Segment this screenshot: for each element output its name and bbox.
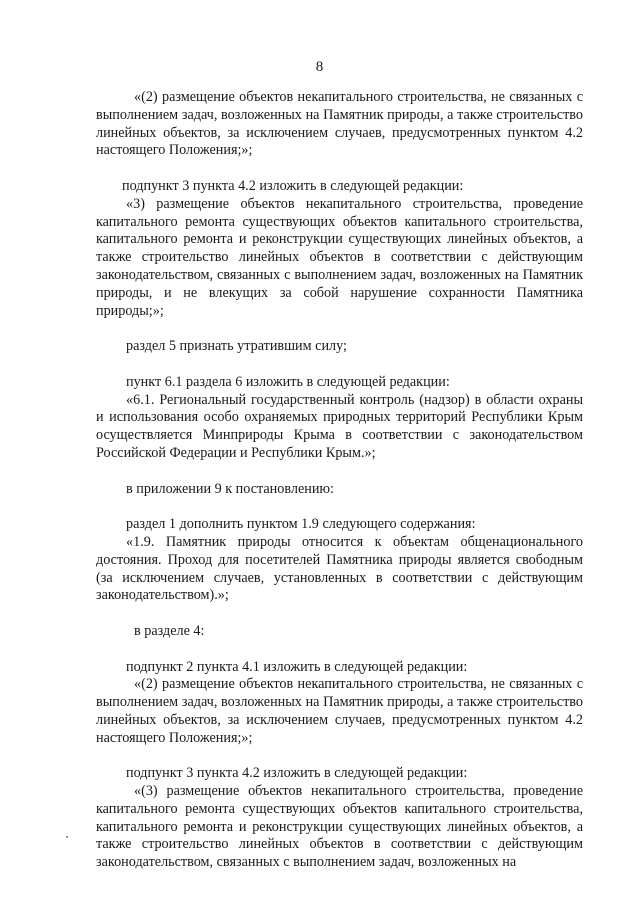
paragraph-subclause-2-heading: подпункт 2 пункта 4.1 изложить в следующей редакции: [126, 658, 468, 675]
paragraph-section-1-heading: раздел 1 дополнить пунктом 1.9 следующего содержания: [126, 516, 476, 533]
scan-mark [66, 836, 68, 838]
paragraph-quote-3-repeat: «(3) размещение объектов некапитального строительства, проведение капитального ремонта существующих объектов капитального строительства, капитального ремонта и реконструкции существующих линейных объектов, а также строительство линейных объектов в соответствии с действующим законодательством, связанных с выполнением задач, возложенных на [96, 783, 583, 871]
paragraph-point-6-1-heading: пункт 6.1 раздела 6 изложить в следующей редакции: [126, 373, 450, 390]
paragraph-subclause-3-heading: подпункт 3 пункта 4.2 изложить в следующей редакции: [122, 177, 464, 194]
paragraph-appendix-9: в приложении 9 к постановлению: [126, 480, 334, 497]
paragraph-subclause-3-heading-repeat: подпункт 3 пункта 4.2 изложить в следующей редакции: [126, 765, 468, 782]
paragraph-section-5: раздел 5 признать утратившим силу; [126, 338, 347, 355]
paragraph-quote-1-9: «1.9. Памятник природы относится к объектам общенационального достояния. Проход для посетителей Памятника природы является свободным (за исключением случаев, установленных в соответствии с действующим законодательством).»; [96, 533, 583, 604]
paragraph-section-4: в разделе 4: [134, 622, 205, 639]
document-body [96, 89, 583, 872]
paragraph-quote-3: «3) размещение объектов некапитального строительства, проведение капитального ремонта существующих объектов капитального строительства, капитального ремонта и реконструкции существующих линейных объектов, а также строительство линейных объектов в соответствии с действующим законодательством, связанных с выполнением задач, возложенных на Памятник природы, и не влекущих за собой нарушение сохранности Памятника природы;»; [96, 195, 583, 319]
paragraph-quote-6-1: «6.1. Региональный государственный контроль (надзор) в области охраны и использования особо охраняемых природных территорий Республики Крым осуществляется Минприроды Крыма в соответствии с законодательством Российской Федерации и Республики Крым.»; [96, 391, 583, 461]
paragraph-quote-2: «(2) размещение объектов некапитального строительства, не связанных с выполнением задач, возложенных на Памятник природы, а также строительство линейных объектов, за исключением случаев, предусмотренных пунктом 4.2 настоящего Положения;»; [96, 89, 583, 159]
page-number: 8 [315, 59, 324, 75]
paragraph-quote-2-repeat: «(2) размещение объектов некапитального строительства, не связанных с выполнением задач, возложенных на Памятник природы, а также строительство линейных объектов, за исключением случаев, предусмотренных пунктом 4.2 настоящего Положения;»; [96, 676, 583, 746]
